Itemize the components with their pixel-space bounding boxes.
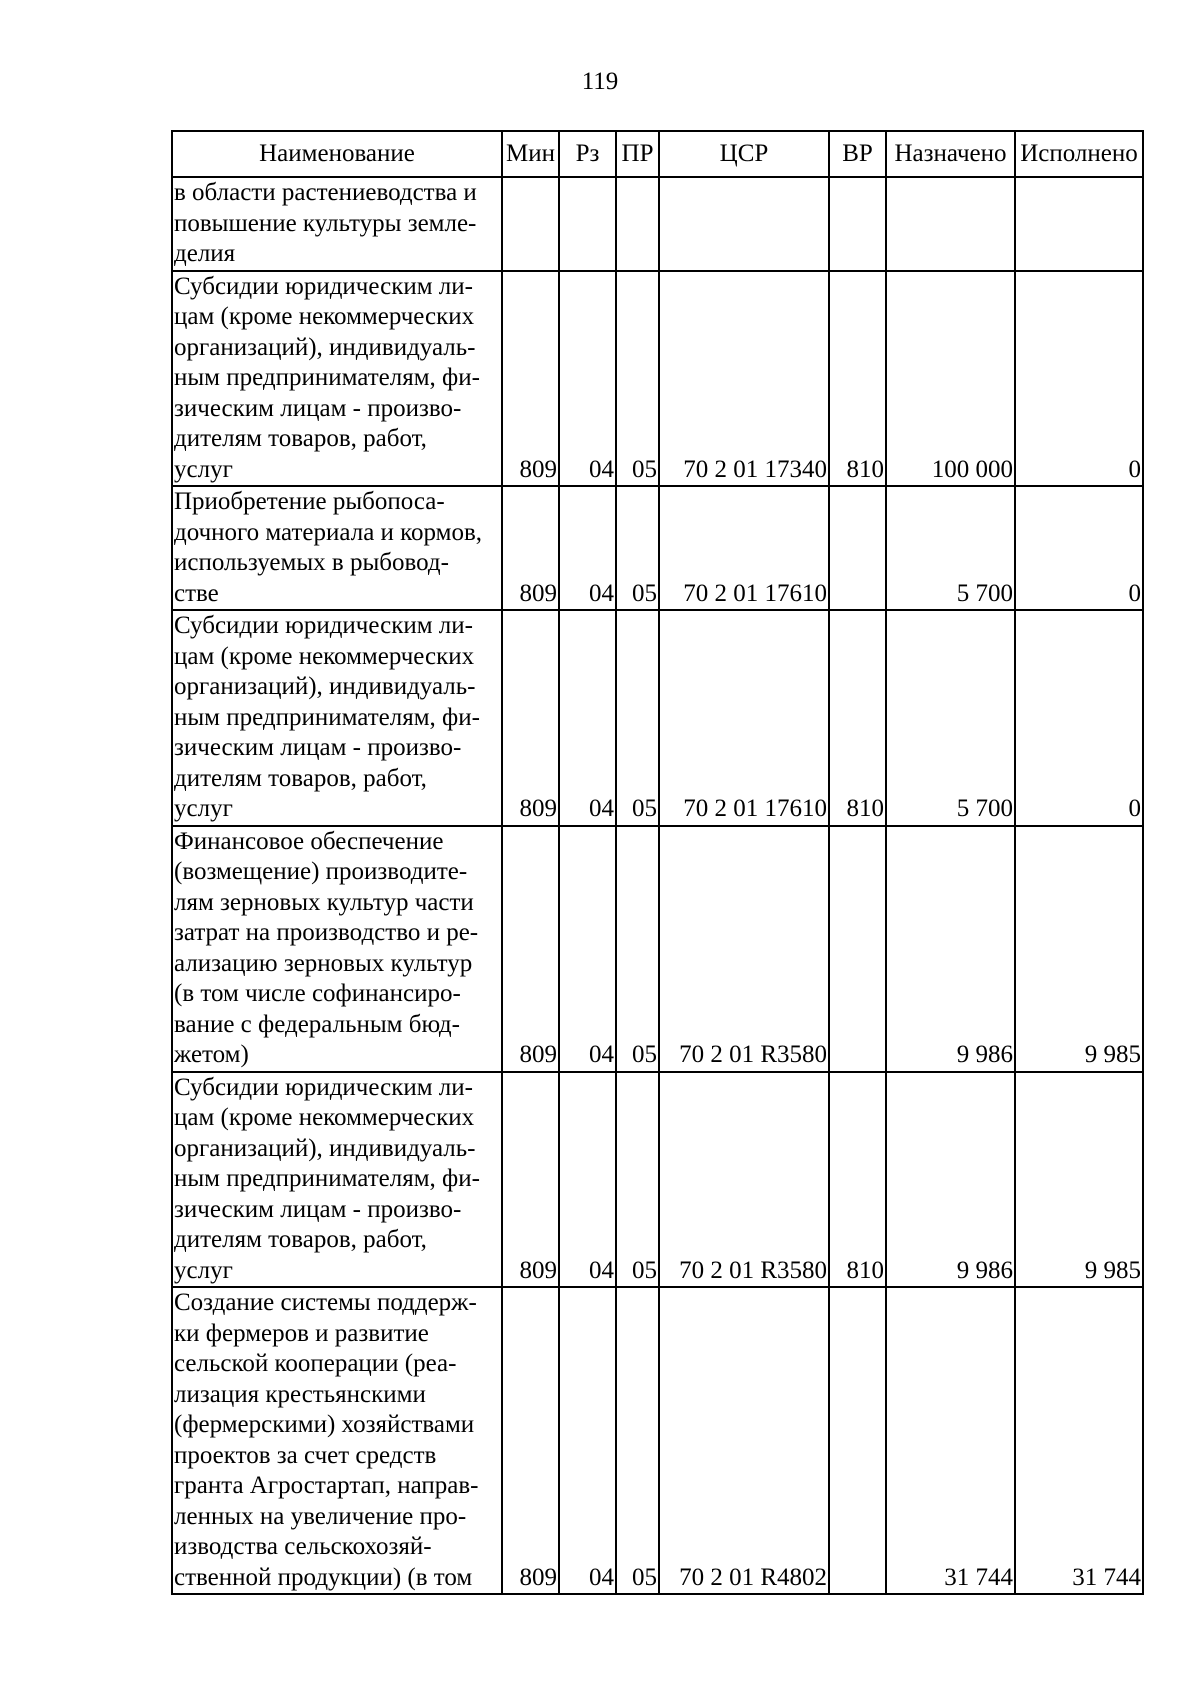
name-line: ственной продукции) (в том — [174, 1563, 473, 1591]
cell-csr: 70 2 01 17610 — [659, 610, 829, 826]
cell-vr: 810 — [829, 271, 886, 487]
cell-executed: 0 — [1015, 486, 1143, 610]
cell-executed — [1015, 177, 1143, 271]
name-line: зическим лицам - произво- — [174, 394, 462, 422]
cell-min — [502, 177, 559, 271]
cell-executed: 31 744 — [1015, 1287, 1143, 1594]
header-vr: ВР — [829, 131, 886, 177]
cell-assigned: 9 986 — [886, 1072, 1015, 1288]
table-row — [172, 486, 1143, 610]
header-assigned: Назначено — [886, 131, 1015, 177]
cell-csr: 70 2 01 R3580 — [659, 826, 829, 1072]
cell-assigned: 5 700 — [886, 486, 1015, 610]
name-line: организаций), индивидуаль- — [174, 1134, 476, 1162]
cell-vr: 810 — [829, 610, 886, 826]
cell-pr — [616, 177, 659, 271]
table-row — [172, 610, 1143, 826]
cell-pr: 05 — [616, 1287, 659, 1594]
cell-pr: 05 — [616, 826, 659, 1072]
cell-min: 809 — [502, 826, 559, 1072]
cell-pr: 05 — [616, 1072, 659, 1288]
table-row — [172, 826, 1143, 1072]
cell-name — [172, 1287, 502, 1594]
header-min: Мин — [502, 131, 559, 177]
header-name: Наименование — [172, 131, 502, 177]
name-line: в области растениеводства и — [174, 179, 477, 206]
cell-name — [172, 610, 502, 826]
name-line: жетом) — [174, 1041, 249, 1068]
cell-pr: 05 — [616, 610, 659, 826]
cell-assigned — [886, 177, 1015, 271]
cell-executed: 0 — [1015, 610, 1143, 826]
name-line: (в том числе софинансиро- — [174, 980, 461, 1007]
cell-assigned: 5 700 — [886, 610, 1015, 826]
cell-rz: 04 — [559, 1072, 616, 1288]
cell-vr — [829, 486, 886, 610]
cell-name — [172, 486, 502, 610]
cell-min: 809 — [502, 271, 559, 487]
cell-vr — [829, 1287, 886, 1594]
name-line: дителям товаров, работ, — [174, 1226, 427, 1253]
name-line: организаций), индивидуаль- — [174, 673, 476, 700]
name-line: используемых в рыбовод- — [174, 549, 449, 576]
name-line: Создание системы поддерж- — [174, 1289, 477, 1316]
name-line: зическим лицам - произво- — [174, 734, 462, 761]
cell-csr — [659, 177, 829, 271]
cell-rz: 04 — [559, 1287, 616, 1594]
budget-table — [171, 130, 1144, 1595]
table-row — [172, 1287, 1143, 1594]
name-line: Субсидии юридическим ли- — [174, 272, 473, 300]
name-line: дителям товаров, работ, — [174, 425, 427, 452]
name-line: проектов за счет средств — [174, 1441, 437, 1469]
header-pr: ПР — [616, 131, 659, 177]
name-line: цам (кроме некоммерческих — [174, 642, 475, 670]
name-line: изводства сельскохозяй- — [174, 1533, 432, 1560]
cell-rz — [559, 177, 616, 271]
name-line: лизация крестьянскими — [174, 1380, 426, 1408]
cell-csr: 70 2 01 R4802 — [659, 1287, 829, 1594]
cell-rz: 04 — [559, 271, 616, 487]
header-csr: ЦСР — [659, 131, 829, 177]
cell-rz: 04 — [559, 826, 616, 1072]
name-line: ализацию зерновых культур — [174, 949, 473, 977]
cell-executed: 9 985 — [1015, 826, 1143, 1072]
cell-assigned: 9 986 — [886, 826, 1015, 1072]
name-line: ленных на увеличение про- — [174, 1502, 467, 1530]
page-number: 119 — [581, 68, 619, 95]
cell-assigned: 100 000 — [886, 271, 1015, 487]
table-row — [172, 177, 1143, 271]
name-line: Субсидии юридическим ли- — [174, 1073, 473, 1101]
cell-rz: 04 — [559, 486, 616, 610]
header-rz: Рз — [559, 131, 616, 177]
cell-name — [172, 271, 502, 487]
name-line: ным предпринимателям, фи- — [174, 703, 480, 731]
name-line: делия — [174, 240, 236, 267]
cell-pr: 05 — [616, 486, 659, 610]
cell-executed: 9 985 — [1015, 1072, 1143, 1288]
cell-assigned: 31 744 — [886, 1287, 1015, 1594]
cell-executed: 0 — [1015, 271, 1143, 487]
name-line: дителям товаров, работ, — [174, 764, 427, 792]
name-line: организаций), индивидуаль- — [174, 333, 476, 361]
name-line: сельской кооперации (реа- — [174, 1350, 457, 1377]
cell-min: 809 — [502, 610, 559, 826]
name-line: услуг — [174, 455, 233, 483]
name-line: услуг — [174, 1256, 233, 1284]
cell-min: 809 — [502, 486, 559, 610]
cell-name — [172, 826, 502, 1072]
name-line: лям зерновых культур части — [174, 888, 474, 916]
cell-vr: 810 — [829, 1072, 886, 1288]
name-line: ным предпринимателям, фи- — [174, 1165, 480, 1192]
header-executed: Исполнено — [1015, 131, 1143, 177]
table-row — [172, 1072, 1143, 1288]
cell-csr: 70 2 01 R3580 — [659, 1072, 829, 1288]
name-line: гранта Агростартап, направ- — [174, 1472, 479, 1499]
name-line: цам (кроме некоммерческих — [174, 303, 475, 330]
cell-vr — [829, 177, 886, 271]
name-line: услуг — [174, 795, 233, 822]
name-line: стве — [174, 579, 219, 607]
cell-name — [172, 177, 502, 271]
name-line: Приобретение рыбопоса- — [174, 488, 445, 515]
cell-rz: 04 — [559, 610, 616, 826]
name-line: цам (кроме некоммерческих — [174, 1104, 475, 1131]
name-line: зическим лицам - произво- — [174, 1195, 462, 1223]
name-line: Финансовое обеспечение — [174, 827, 444, 855]
cell-vr — [829, 826, 886, 1072]
name-line: вание с федеральным бюд- — [174, 1010, 460, 1038]
cell-csr: 70 2 01 17610 — [659, 486, 829, 610]
cell-csr: 70 2 01 17340 — [659, 271, 829, 487]
name-line: ным предпринимателям, фи- — [174, 364, 480, 391]
name-line: ки фермеров и развитие — [174, 1319, 429, 1347]
name-line: (фермерскими) хозяйствами — [174, 1411, 475, 1438]
name-line: дочного материала и кормов, — [174, 518, 483, 546]
name-line: Субсидии юридическим ли- — [174, 612, 473, 639]
table-header-row — [172, 131, 1143, 177]
table-body — [172, 177, 1143, 1594]
cell-min: 809 — [502, 1287, 559, 1594]
cell-name — [172, 1072, 502, 1288]
cell-pr: 05 — [616, 271, 659, 487]
name-line: повышение культуры земле- — [174, 209, 477, 237]
cell-min: 809 — [502, 1072, 559, 1288]
name-line: (возмещение) производите- — [174, 858, 468, 885]
name-line: затрат на производство и ре- — [174, 919, 479, 946]
table-row — [172, 271, 1143, 487]
